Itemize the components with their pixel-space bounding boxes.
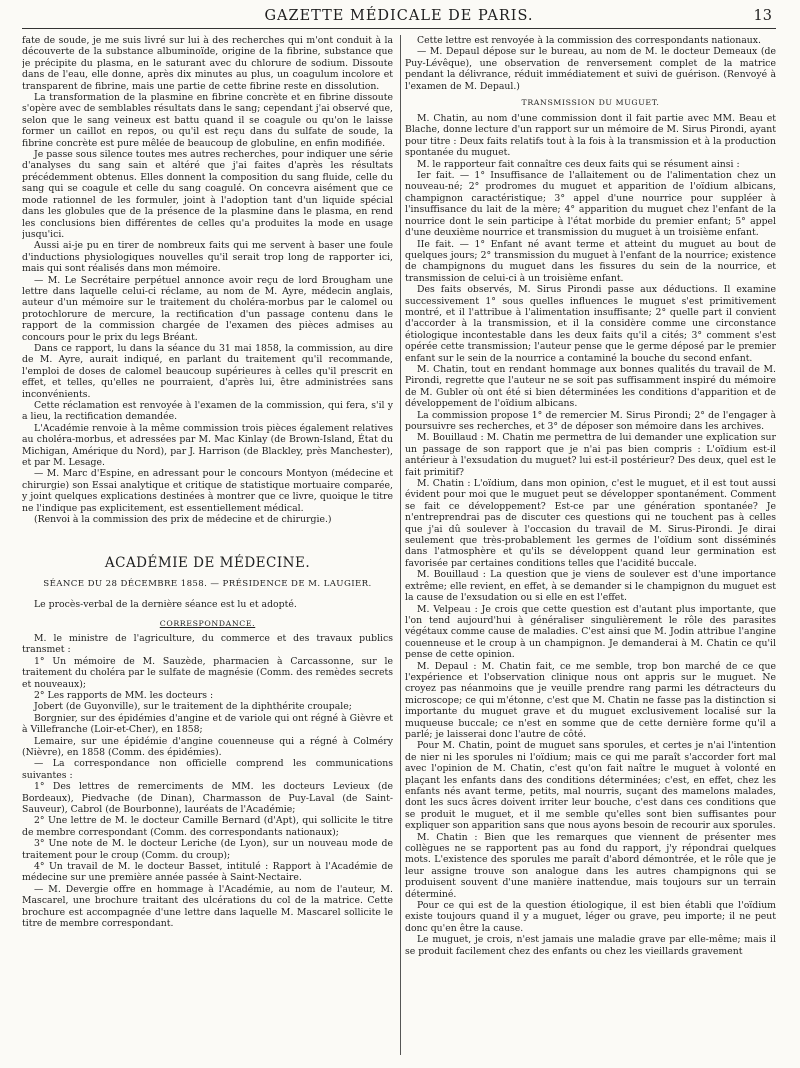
paragraph: Je passe sous silence toutes mes autres recherches, pour indiquer une série d'analyses du sang sain et altéré que j'ai faites d'après les résultats précédemment obtenus. Elles donnent la composition du sang fluide, celle du sang qui se coagule et celle du sang coagulé. On concevra aisément que ce mode rationnel de les formuler, joint à l'adoption tant d'un liquide spécial dans les globules que de la présence de la plasmine dans le plasma, en rend les conclusions bien différentes de celles qu'a produites la mode en usage jusqu'ici. — [22, 149, 393, 240]
paragraph: M. Chatin : Bien que les remarques que viennent de présenter mes collègues ne se rapportent pas au fond du rapport, j'y répondrai quelques mots. L'existence des sporules me paraît d'abord démontrée, et le rôle que je leur assigne trouve son analogue dans les autres champignons qui se produisent souvent d'une manière inattendue, mais toujours sur un terrain déterminé. — [405, 831, 776, 900]
paragraph: L'Académie renvoie à la même commission trois pièces également relatives au choléra-morbus, et adressées par M. Mac Kinlay (de Brown-Island, État du Michigan, Amérique du Nord), par J. Harrison (de Blackley, près Manchester), et par M. Lesage. — [22, 422, 393, 469]
paragraph: Le muguet, je crois, n'est jamais une maladie grave par elle-même; mais il se produit facilement chez des enfants ou chez les vieillards gravement — [405, 934, 776, 957]
paragraph: Pour M. Chatin, point de muguet sans sporules, et certes je n'ai l'intention de nier ni les sporules ni l'oïdium; mais ce qui me paraît s'accorder fort mal avec l'opinion de M. Chatin, c'est qu'on fait naître le muguet à volonté en plaçant les enfants dans des conditions déterminées; c'est, en effet, chez les enfants nés avant terme, petits, mal nourris, suçant des mamelons malades, dont les sucs âcres doivent irriter leur bouche, c'est dans ces conditions que se produit le muguet, et il me semble qu'elles sont bien suffisantes pour expliquer son apparition sans que nous ayons besoin de recourir aux sporules. — [405, 740, 776, 832]
section-heading: ACADÉMIE DE MÉDECINE. — [104, 555, 311, 572]
paragraph: 2° Les rapports de MM. les docteurs : — [34, 689, 214, 701]
paragraph: Pour ce qui est de la question étiologique, il est bien établi que l'oïdium existe toujours quand il y a muguet, léger ou grave, peu importe; il ne peut donc qu'en être la cause. — [405, 900, 776, 934]
paragraph: Le procès-verbal de la dernière séance est lu et adopté. — [34, 599, 297, 611]
session-line: SÉANCE DU 28 DÉCEMBRE 1858. — PRÉSIDENCE DE M. LAUGIER. — [43, 579, 372, 590]
paragraph: Jobert (de Guyonville), sur le traitement de la diphthérite croupale; — [34, 701, 352, 713]
subheading: CORRESPONDANCE. — [159, 618, 256, 628]
paragraph: Cette réclamation est renvoyée à l'examen de la commission, qui fera, s'il y a lieu, la rectification demandée. — [22, 400, 393, 423]
paragraph: 1° Un mémoire de M. Sauzède, pharmacien à Carcassonne, sur le traitement du choléra par le sulfate de magnésie (Comm. des remèdes secrets et nouveaux); — [22, 655, 393, 690]
page-header — [22, 0, 776, 29]
paragraph: Aussi ai-je pu en tirer de nombreux faits qui me servent à baser une foule d'inductions physiologiques nouvelles qu'il serait trop long de rapporter ici, mais qui sont réalisés dans mon mémoire. — [22, 240, 393, 275]
paragraph: M. le rapporteur fait connaître ces deux faits qui se résument ainsi : — [417, 158, 740, 170]
paragraph: 3° Une note de M. le docteur Leriche (de Lyon), sur un nouveau mode de traitement pour le croup (Comm. du croup); — [22, 838, 393, 861]
paragraph: M. Bouillaud : M. Chatin me permettra de lui demander une explication sur un passage de son rapport que je n'ai pas bien compris : L'oïdium est-il antérieur à l'exsudation du muguet? lui est-il postérieur? Des deux, quel est le fait primitif? — [405, 432, 776, 478]
column-rule — [400, 35, 401, 1055]
paragraph: M. le ministre de l'agriculture, du commerce et des travaux publics transmet : — [22, 632, 393, 656]
paragraph: M. Depaul : M. Chatin fait, ce me semble, trop bon marché de ce que l'expérience et l'observation clinique nous ont appris sur le muguet. Ne croyez pas néanmoins que je veuille prendre rang parmi les détracteurs du microscope; ce qui m'étonne, c'est que M. Chatin ne fasse pas la distinction si importante du muguet grave et du muguet exclusivement localisé sur la muqueuse buccale; ce n'est en somme que de cette dernière forme qu'il a parlé; je laisserai donc l'autre de côté. — [405, 660, 776, 740]
paragraph: Lemaire, sur une épidémie d'angine couenneuse qui a régné à Colméry (Nièvre), en 1858 (Comm. des épidémies). — [22, 735, 393, 758]
paragraph: M. Chatin, au nom d'une commission dont il fait partie avec MM. Beau et Blache, donne lecture d'un rapport sur un mémoire de M. Sirus Pirondi, ayant pour titre : Deux faits relatifs tout à la fois à la transmission et à la production spontanée du muguet. — [405, 113, 776, 159]
two-column-body — [22, 35, 776, 1055]
paragraph: fate de soude, je me suis livré sur lui à des recherches qui m'ont conduit à la découverte de la substance albuminoïde, origine de la fibrine, substance que je précipite du plasma, en le saturant avec du chlorure de sodium. Dissoute dans de l'eau, elle donne, après dix minutes au plus, un coagulum incolore et transparent de fibrine, mais une partie de cette fibrine reste en dissolution. — [22, 35, 393, 92]
paragraph: — M. Depaul dépose sur le bureau, au nom de M. le docteur Demeaux (de Puy-Lévêque), une observation de renversement complet de la matrice pendant la délivrance, réduit immédiatement et suivi de guérison. (Renvoyé à l'examen de M. Depaul.) — [405, 46, 776, 92]
paragraph: M. Velpeau : Je crois que cette question est d'autant plus importante, que l'on tend aujourd'hui à généraliser singulièrement le rôle des parasites végétaux comme cause de maladies. C'est ainsi que M. Jodin attribue l'angine couenneuse et le croup à un champignon. Je demanderai à M. Chatin ce qu'il pense de cette opinion. — [405, 603, 776, 661]
paragraph: — M. Devergie offre en hommage à l'Académie, au nom de l'auteur, M. Mascarel, une brochure traitant des ulcérations du col de la matrice. Cette brochure est accompagnée d'une lettre dans laquelle M. Mascarel sollicite le titre de membre correspondant. — [22, 883, 393, 930]
paragraph: — M. Marc d'Espine, en adressant pour le concours Montyon (médecine et chirurgie) son Essai analytique et critique de statistique mortuaire comparée, y joint quelques explications destinées à montrer que ce livre, quoique le titre ne l'indique pas explicitement, est essentiellement médical. — [22, 468, 393, 514]
page-number: 13 — [753, 8, 772, 24]
paragraph: M. Chatin : L'oïdium, dans mon opinion, c'est le muguet, et il est tout aussi évident pour moi que le muguet peut se développer spontanément. Comment se fait ce développement? Est-ce par une génération spontanée? Je n'entreprendrai pas de discuter ces questions qui ne touchent pas à celles que j'ai dû soulever à l'occasion du travail de M. Sirus-Pirondi. Je dirai seulement que très-probablement les germes de l'oïdium sont disséminés dans l'atmosphère et qu'ils se développent quand leur germination est favorisée par certaines conditions telles que l'acidité buccale. — [405, 478, 776, 569]
right-column — [405, 35, 776, 1055]
paragraph: — M. Le Secrétaire perpétuel annonce avoir reçu de lord Brougham une lettre dans laquelle celui-ci réclame, au nom de M. Ayre, médecin anglais, auteur d'un mémoire sur le traitement du choléra-morbus par le calomel ou protochlorure de mercure, la rectification d'un passage contenu dans le rapport de la commission chargée de l'examen des pièces admises au concours pour le prix du legs Bréant. — [22, 274, 393, 343]
paragraph: Ier fait. — 1° Insuffisance de l'allaitement ou de l'alimentation chez un nouveau-né; 2° prodromes du muguet et apparition de l'oïdium albicans, champignon caractéristique; 3° appel d'une nourrice pour suppléer à l'insuffisance du lait de la mère; 4° apparition du muguet chez l'enfant de la nourrice dont le sein participe à l'état morbide du premier enfant; 5° appel d'une deuxième nourrice et transmission du muguet à un troisième enfant. — [405, 170, 776, 239]
paragraph: (Renvoi à la commission des prix de médecine et de chirurgie.) — [34, 514, 332, 526]
paragraph: — La correspondance non officielle comprend les communications suivantes : — [22, 758, 393, 781]
paragraph: M. Bouillaud : La question que je viens de soulever est d'une importance extrême; elle revient, en effet, à se demander si le champignon du muguet est la cause de l'exsudation ou si elle en est l'effet. — [405, 569, 776, 604]
journal-title: GAZETTE MÉDICALE DE PARIS. — [264, 8, 534, 24]
paragraph: 2° Une lettre de M. le docteur Camille Bernard (d'Apt), qui sollicite le titre de membre correspondant (Comm. des correspondants nationaux); — [22, 815, 393, 838]
paragraph: IIe fait. — 1° Enfant né avant terme et atteint du muguet au bout de quelques jours; 2° transmission du muguet à l'enfant de la nourrice; existence de champignons du muguet dans les fissures du sein de la nourrice, et transmission de celui-ci à un troisième enfant. — [405, 238, 776, 284]
subheading: TRANSMISSION DU MUGUET. — [521, 98, 660, 108]
paragraph: Cette lettre est renvoyée à la commission des correspondants nationaux. — [417, 35, 761, 46]
paragraph: Dans ce rapport, lu dans la séance du 31 mai 1858, la commission, au dire de M. Ayre, aurait indiqué, en parlant du traitement qu'il recommande, l'emploi de doses de calomel beaucoup supérieures à celles qu'il prescrit en effet, et telles, qu'elles ne pourraient, d'après lui, être administrées sans inconvénients. — [22, 342, 393, 400]
left-column — [22, 35, 393, 1055]
paragraph: 1° Des lettres de remerciments de MM. les docteurs Levieux (de Bordeaux), Piedvache (de Dinan), Charmasson de Puy-Laval (de Saint-Sauveur), Cabrol (de Bourbonne), lauréats de l'Académie; — [22, 781, 393, 815]
paragraph: M. Chatin, tout en rendant hommage aux bonnes qualités du travail de M. Pirondi, regrette que l'auteur ne se soit pas suffisamment inspiré du mémoire de M. Gubler où ont été si bien déterminées les conditions d'apparition et de développement de l'oïdium albicans. — [405, 363, 776, 410]
paragraph: La transformation de la plasmine en fibrine concrète et en fibrine dissoute s'opère avec de semblables résultats dans le sang; cependant j'ai observé que, selon que le sang veineux est battu quand il se coagule ou qu'on le laisse former un caillot en repos, ou qu'il est reçu dans du sulfate de soude, la fibrine concrète est pure mêlée de beaucoup de globuline, en enfin modifiée. — [22, 92, 393, 149]
paragraph: Des faits observés, M. Sirus Pirondi passe aux déductions. Il examine successivement 1° sous quelles influences le muguet s'est primitivement montré, et il l'attribue à l'alimentation insuffisante; 2° quelle part il convient d'accorder à la transmission, et il la considère comme une circonstance étiologique incontestable dans les deux faits qu'il a cités; 3° comment s'est opérée cette transmission; l'auteur pense que le germe déposé par le premier enfant sur le sein de la nourrice a contaminé la bouche du second enfant. — [405, 284, 776, 364]
paragraph: La commission propose 1° de remercier M. Sirus Pirondi; 2° de l'engager à poursuivre ses recherches, et 3° de déposer son mémoire dans les archives. — [405, 409, 776, 432]
paragraph: Borgnier, sur des épidémies d'angine et de variole qui ont régné à Gièvre et à Villefranche (Loir-et-Cher), en 1858; — [22, 712, 393, 736]
paragraph: 4° Un travail de M. le docteur Basset, intitulé : Rapport à l'Académie de médecine sur une première année passée à Saint-Nectaire. — [22, 861, 393, 884]
